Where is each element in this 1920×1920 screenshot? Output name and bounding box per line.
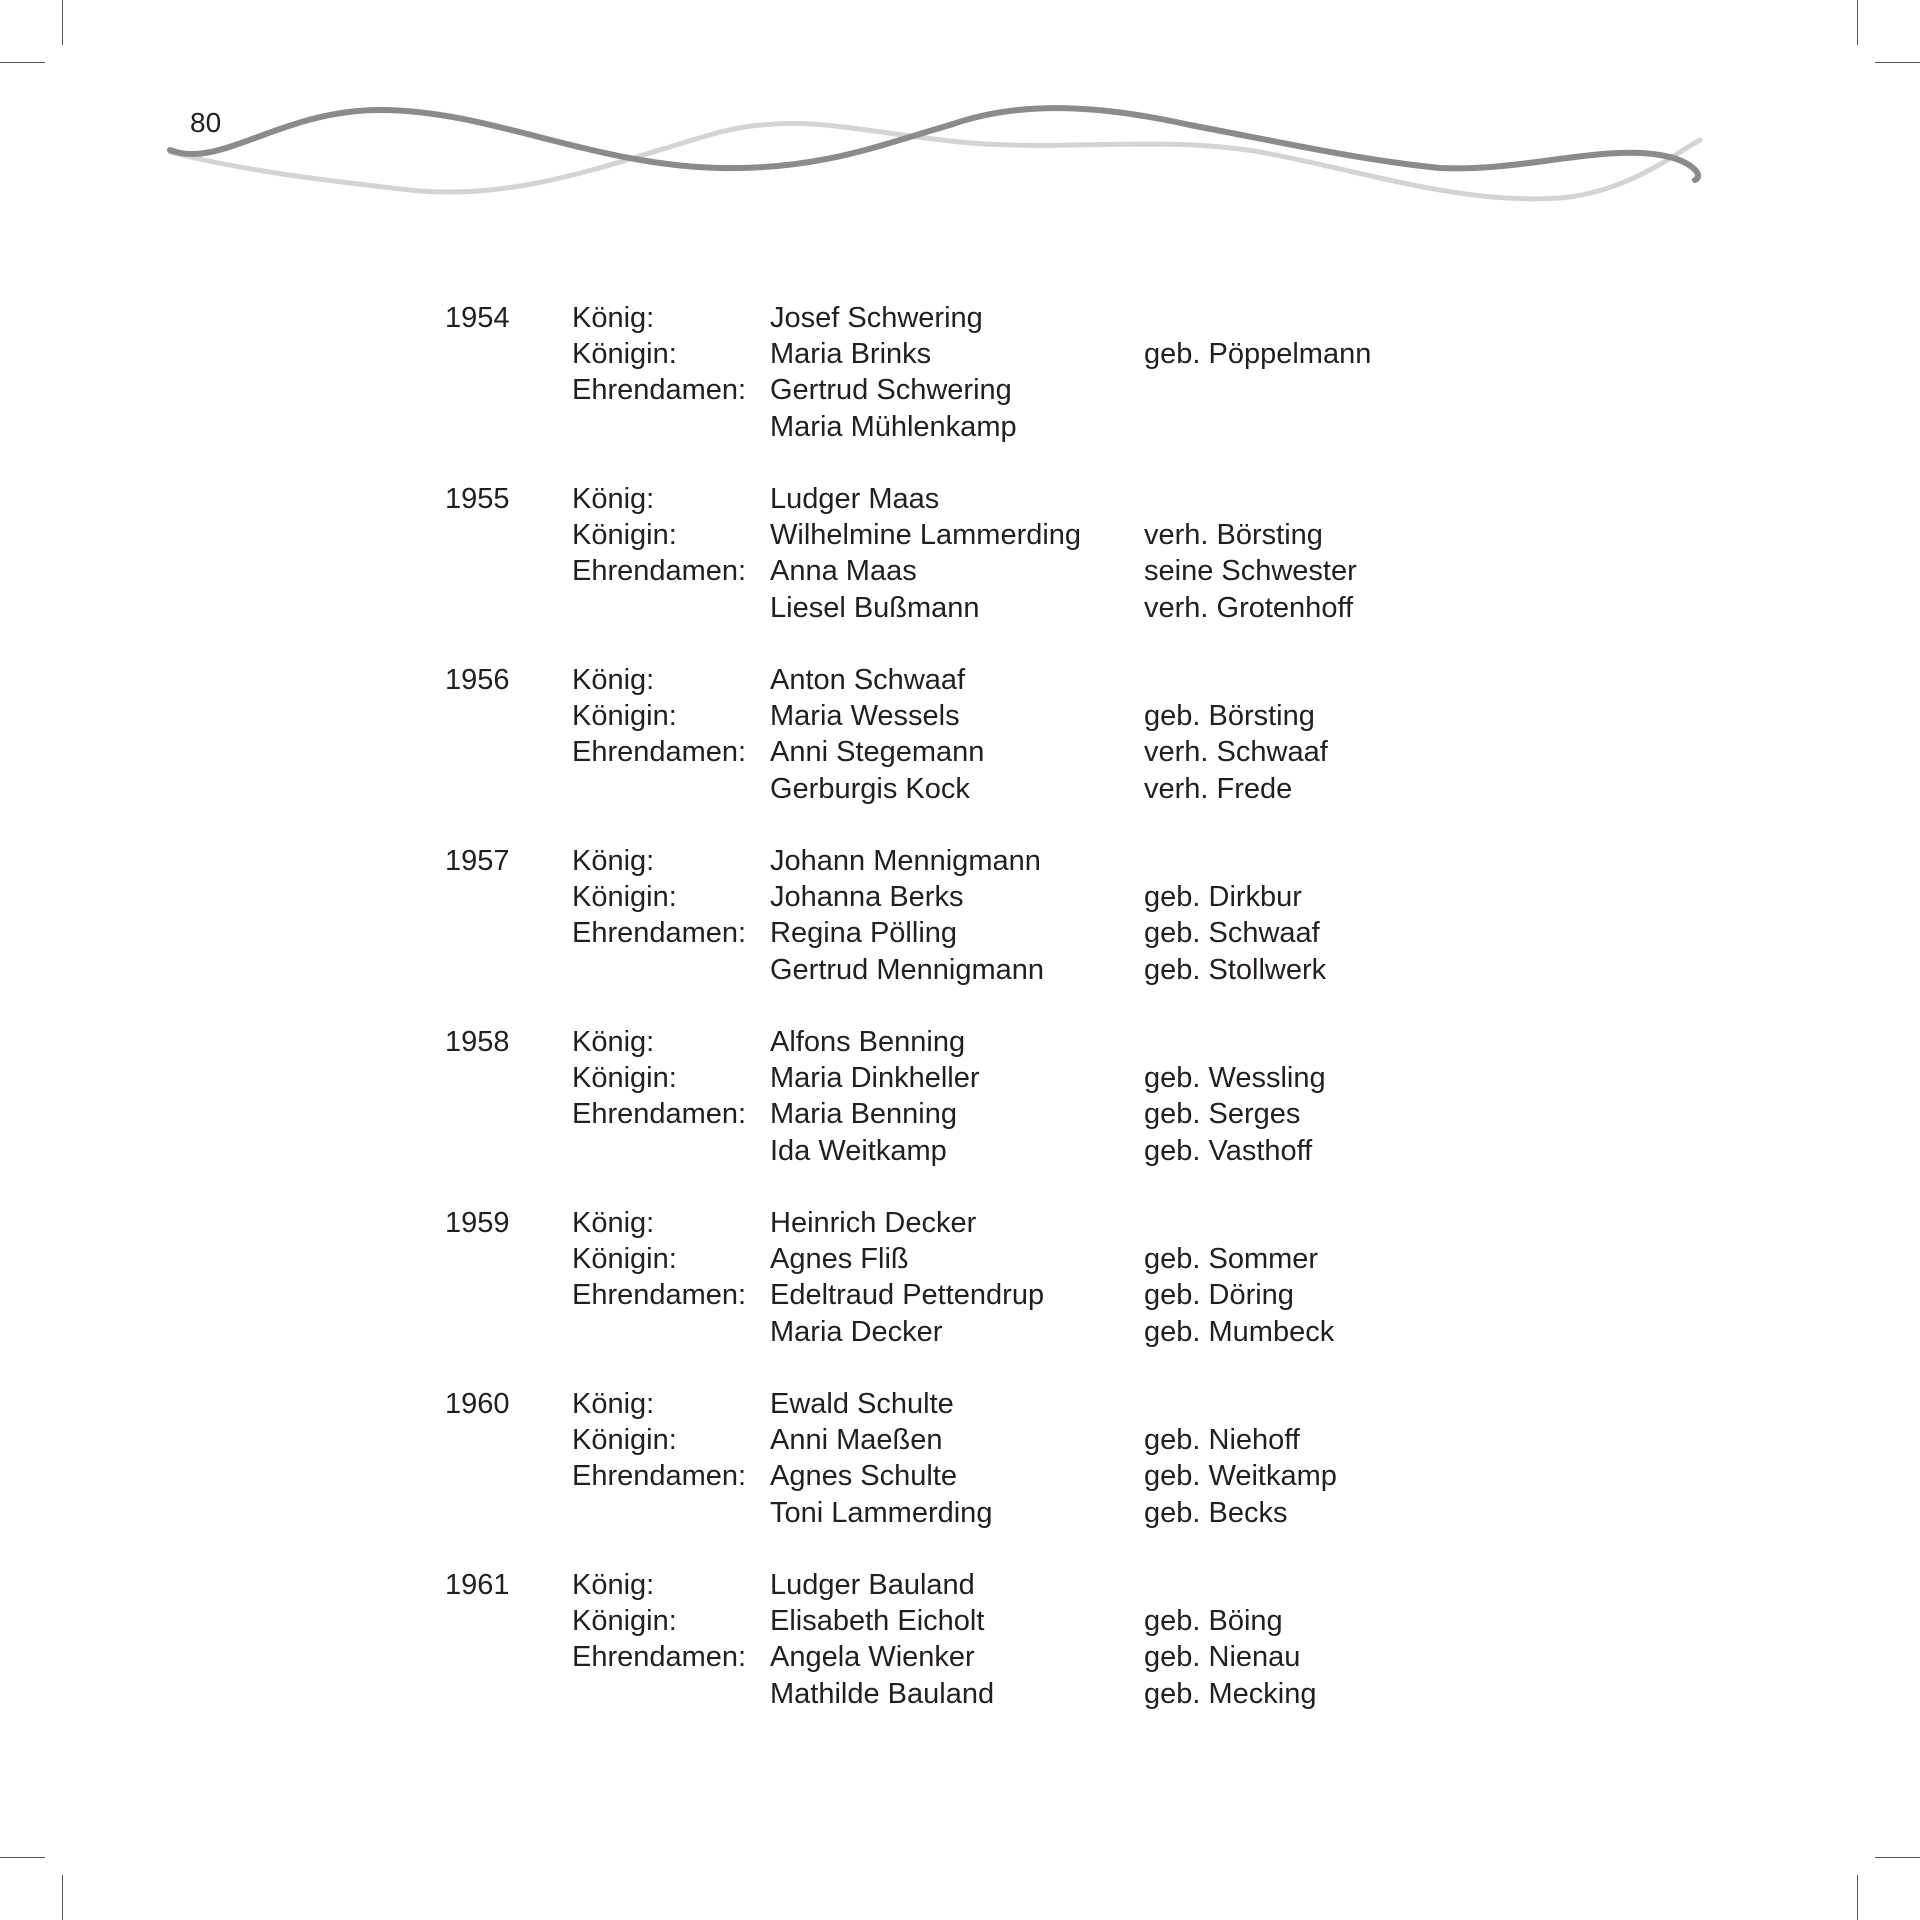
role-label: Königin:	[572, 1062, 677, 1095]
role-label: Ehrendamen:	[572, 1641, 747, 1674]
person-name: Ludger Bauland	[770, 1569, 975, 1601]
person-name: Ida Weitkamp	[770, 1134, 947, 1167]
year-entry-1955	[445, 481, 1545, 662]
entry-row	[445, 1639, 1545, 1675]
role-label: Ehrendamen:	[572, 917, 747, 950]
role-label: Königin:	[572, 1243, 677, 1276]
role-label: Königin:	[572, 1424, 677, 1457]
year-label: 1958	[445, 1026, 510, 1058]
role-label: König:	[572, 1388, 655, 1420]
role-label: König:	[572, 845, 655, 877]
role-label: König:	[572, 483, 655, 515]
person-name: Anton Schwaaf	[770, 664, 966, 696]
entry-row	[445, 1060, 1545, 1096]
person-name: Maria Benning	[770, 1098, 957, 1131]
person-name: Heinrich Decker	[770, 1207, 977, 1239]
year-label: 1959	[445, 1207, 510, 1239]
person-name: Alfons Benning	[770, 1026, 966, 1058]
person-name: Gerburgis Kock	[770, 772, 970, 805]
person-note: geb. Mecking	[1144, 1677, 1317, 1710]
decorative-wave-header	[160, 80, 1720, 220]
person-note: geb. Döring	[1144, 1279, 1294, 1312]
person-name: Ewald Schulte	[770, 1388, 954, 1420]
wave-dark-line	[170, 108, 1698, 180]
year-entry-1957	[445, 843, 1545, 1024]
person-note: geb. Wessling	[1144, 1062, 1326, 1095]
person-name: Elisabeth Eicholt	[770, 1605, 985, 1638]
role-label: Ehrendamen:	[572, 736, 747, 769]
year-entry-1954	[445, 300, 1545, 481]
person-note: verh. Börsting	[1144, 519, 1323, 552]
person-name: Anna Maas	[770, 555, 917, 588]
person-note: geb. Börsting	[1144, 700, 1315, 733]
entry-row	[445, 1205, 1545, 1241]
person-note: geb. Böing	[1144, 1605, 1283, 1638]
year-label: 1961	[445, 1569, 510, 1601]
person-note: verh. Grotenhoff	[1144, 591, 1354, 624]
role-label: König:	[572, 1026, 655, 1058]
entry-row	[445, 1567, 1545, 1603]
person-note: geb. Stollwerk	[1144, 953, 1327, 986]
person-name: Anni Stegemann	[770, 736, 985, 769]
person-name: Mathilde Bauland	[770, 1677, 995, 1710]
person-name: Angela Wienker	[770, 1641, 975, 1674]
entry-row	[445, 1277, 1545, 1313]
year-label: 1954	[445, 302, 510, 334]
entry-row	[445, 517, 1545, 553]
role-label: König:	[572, 302, 655, 334]
person-note: verh. Frede	[1144, 772, 1293, 805]
person-note: geb. Becks	[1144, 1496, 1288, 1529]
person-note: geb. Sommer	[1144, 1243, 1319, 1276]
role-label: Ehrendamen:	[572, 1460, 747, 1493]
person-note: geb. Vasthoff	[1144, 1134, 1313, 1167]
person-name: Johanna Berks	[770, 881, 964, 914]
entry-row	[445, 481, 1545, 517]
year-entry-1959	[445, 1205, 1545, 1386]
role-label: Ehrendamen:	[572, 555, 747, 588]
person-name: Maria Mühlenkamp	[770, 410, 1017, 443]
entry-row	[445, 1676, 1545, 1712]
entry-row	[445, 1386, 1545, 1422]
crop-mark-bottom-left-vertical	[62, 1875, 63, 1920]
entry-row	[445, 915, 1545, 951]
year-label: 1957	[445, 845, 510, 877]
year-entry-1958	[445, 1024, 1545, 1205]
person-name: Johann Mennigmann	[770, 845, 1041, 877]
entry-row	[445, 1096, 1545, 1132]
entry-row	[445, 952, 1545, 988]
entry-row	[445, 300, 1545, 336]
year-label: 1955	[445, 483, 510, 515]
person-name: Maria Wessels	[770, 700, 960, 733]
year-label: 1960	[445, 1388, 510, 1420]
person-name: Anni Maeßen	[770, 1424, 943, 1457]
entry-row	[445, 698, 1545, 734]
crop-mark-bottom-left-horizontal	[0, 1857, 45, 1858]
entry-row	[445, 662, 1545, 698]
year-entry-1961	[445, 1567, 1545, 1748]
person-name: Maria Brinks	[770, 338, 932, 371]
person-name: Gertrud Mennigmann	[770, 953, 1045, 986]
person-name: Maria Dinkheller	[770, 1062, 980, 1095]
year-entry-1956	[445, 662, 1545, 843]
person-note: geb. Mumbeck	[1144, 1315, 1335, 1348]
entry-row	[445, 336, 1545, 372]
role-label: König:	[572, 1569, 655, 1601]
person-note: geb. Nienau	[1144, 1641, 1301, 1674]
person-note: geb. Serges	[1144, 1098, 1301, 1131]
entry-row	[445, 771, 1545, 807]
crop-mark-top-right-vertical	[1857, 0, 1858, 45]
person-note: geb. Pöppelmann	[1144, 338, 1372, 371]
year-label: 1956	[445, 664, 510, 696]
role-label: König:	[572, 664, 655, 696]
person-name: Maria Decker	[770, 1315, 943, 1348]
person-note: geb. Weitkamp	[1144, 1460, 1337, 1493]
entry-row	[445, 1024, 1545, 1060]
entry-row	[445, 590, 1545, 626]
person-name: Toni Lammerding	[770, 1496, 993, 1529]
entry-row	[445, 734, 1545, 770]
role-label: Königin:	[572, 1605, 677, 1638]
entry-row	[445, 1422, 1545, 1458]
person-note: geb. Dirkbur	[1144, 881, 1302, 914]
person-note: seine Schwester	[1144, 555, 1357, 588]
crop-mark-top-left-vertical	[62, 0, 63, 45]
person-name: Ludger Maas	[770, 483, 940, 515]
role-label: König:	[572, 1207, 655, 1239]
role-label: Ehrendamen:	[572, 374, 747, 407]
entry-row	[445, 1603, 1545, 1639]
person-note: geb. Schwaaf	[1144, 917, 1320, 950]
person-name: Wilhelmine Lammerding	[770, 519, 1082, 552]
role-label: Königin:	[572, 881, 677, 914]
wave-light-line	[170, 123, 1700, 198]
year-entry-1960	[445, 1386, 1545, 1567]
entry-row	[445, 879, 1545, 915]
entry-row	[445, 1241, 1545, 1277]
person-name: Josef Schwering	[770, 302, 983, 334]
entry-row	[445, 409, 1545, 445]
person-name: Liesel Bußmann	[770, 591, 980, 624]
role-label: Königin:	[572, 338, 677, 371]
entry-row	[445, 553, 1545, 589]
crop-mark-top-left-horizontal	[0, 62, 45, 63]
person-name: Agnes Schulte	[770, 1460, 958, 1493]
person-name: Edeltraud Pettendrup	[770, 1279, 1045, 1312]
person-note: geb. Niehoff	[1144, 1424, 1300, 1457]
person-note: verh. Schwaaf	[1144, 736, 1328, 769]
person-name: Agnes Fliß	[770, 1243, 909, 1276]
page-number: 80	[190, 107, 222, 138]
crop-mark-bottom-right-horizontal	[1875, 1857, 1920, 1858]
role-label: Ehrendamen:	[572, 1098, 747, 1131]
crop-mark-top-right-horizontal	[1875, 62, 1920, 63]
crop-mark-bottom-right-vertical	[1857, 1875, 1858, 1920]
role-label: Königin:	[572, 700, 677, 733]
kings-list	[445, 300, 1545, 1748]
entry-row	[445, 372, 1545, 408]
entry-row	[445, 1133, 1545, 1169]
role-label: Ehrendamen:	[572, 1279, 747, 1312]
entry-row	[445, 1458, 1545, 1494]
entry-row	[445, 1495, 1545, 1531]
person-name: Regina Pölling	[770, 917, 958, 950]
role-label: Königin:	[572, 519, 677, 552]
person-name: Gertrud Schwering	[770, 374, 1012, 407]
entry-row	[445, 1314, 1545, 1350]
entry-row	[445, 843, 1545, 879]
